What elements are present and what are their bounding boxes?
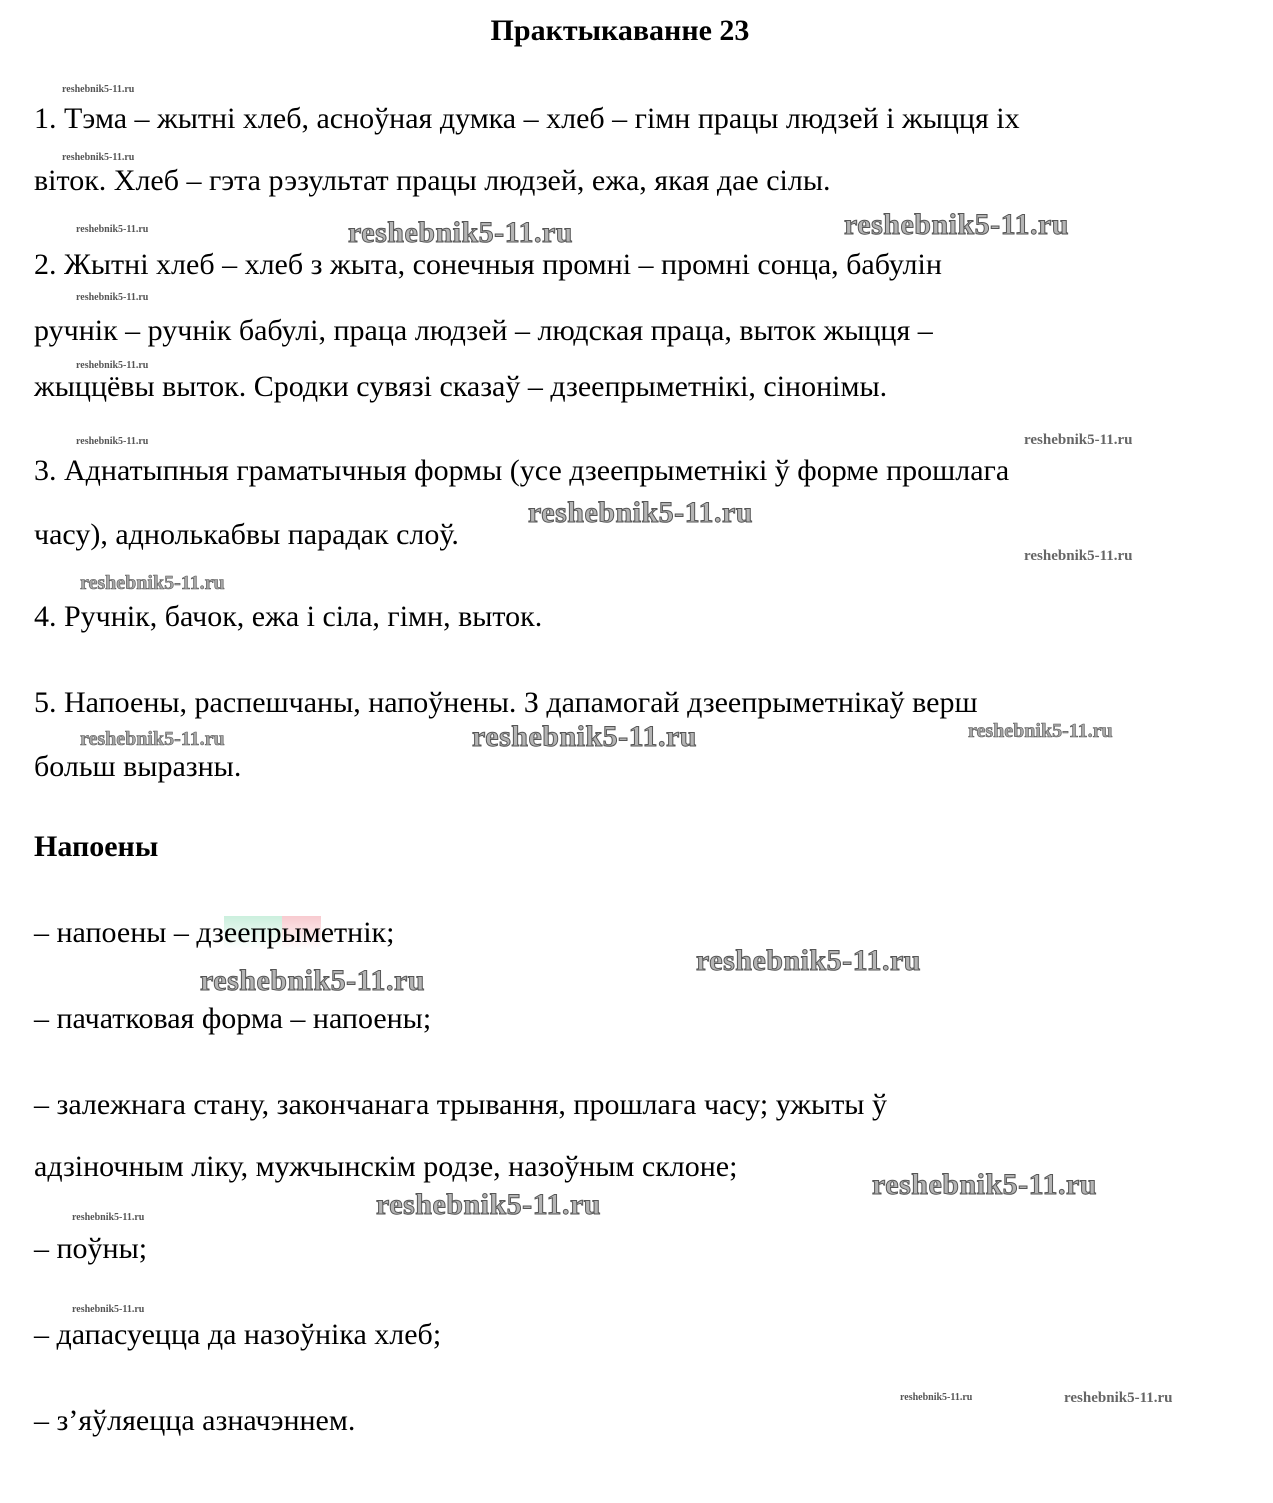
analysis-item: – поўны; [34, 1232, 148, 1265]
answer-line: 4. Ручнік, бачок, ежа і сіла, гімн, выток. [34, 600, 543, 633]
watermark-large: reshebnik5-11.ru [696, 944, 921, 977]
watermark-mid: reshebnik5-11.ru [968, 720, 1113, 742]
watermark-medium: reshebnik5-11.ru [1064, 1390, 1173, 1406]
answer-line: ручнік – ручнік бабулі, праца людзей – людская праца, выток жыцця – [34, 314, 933, 347]
watermark-small: reshebnik5-11.ru [900, 1392, 973, 1403]
answer-line: 2. Жытні хлеб – хлеб з жыта, сонечныя промні – промні сонца, бабулін [34, 248, 942, 281]
answer-line: віток. Хлеб – гэта рэзультат працы людзей, ежа, якая дае сілы. [34, 164, 831, 197]
watermark-large: reshebnik5-11.ru [200, 964, 425, 997]
watermark-small: reshebnik5-11.ru [76, 360, 149, 371]
analysis-item: адзіночным ліку, мужчынскім родзе, назоўным склоне; [34, 1150, 738, 1183]
analysis-item: – залежнага стану, закончанага трывання, прошлага часу; ужыты ў [34, 1088, 887, 1121]
watermark-small: reshebnik5-11.ru [62, 152, 135, 163]
watermark-small: reshebnik5-11.ru [76, 436, 149, 447]
analysis-item-text: етнік; [320, 916, 395, 949]
answer-line: 1. Тэма – жытні хлеб, асноўная думка – хлеб – гімн працы людзей і жыцця іх [34, 102, 1020, 135]
highlight-red: ым [281, 916, 321, 949]
watermark-medium: reshebnik5-11.ru [1024, 432, 1133, 448]
watermark-medium: reshebnik5-11.ru [1024, 548, 1133, 564]
analysis-item: – пачатковая форма – напоены; [34, 1002, 432, 1035]
watermark-mid: reshebnik5-11.ru [80, 572, 225, 594]
watermark-small: reshebnik5-11.ru [62, 84, 135, 95]
highlight-green: еепр [223, 916, 282, 949]
watermark-large: reshebnik5-11.ru [348, 216, 573, 249]
watermark-small: reshebnik5-11.ru [76, 224, 149, 235]
watermark-large: reshebnik5-11.ru [472, 720, 697, 753]
answer-line: 5. Напоены, распешчаны, напоўнены. З дапамогай дзеепрыметнікаў верш [34, 686, 978, 719]
page-title: Практыкаванне 23 [490, 14, 750, 47]
answer-line: жыццёвы выток. Сродки сувязі сказаў – дзеепрыметнікі, сінонімы. [34, 370, 888, 403]
watermark-small: reshebnik5-11.ru [76, 292, 149, 303]
watermark-large: reshebnik5-11.ru [872, 1168, 1097, 1201]
answer-line: больш выразны. [34, 750, 242, 783]
watermark-small: reshebnik5-11.ru [72, 1212, 145, 1223]
analysis-item [34, 916, 394, 950]
watermark-mid: reshebnik5-11.ru [80, 728, 225, 750]
analysis-item-text: – напоены – дз [34, 916, 224, 949]
watermark-small: reshebnik5-11.ru [72, 1304, 145, 1315]
answer-line: 3. Аднатыпныя граматычныя формы (усе дзеепрыметнікі ў форме прошлага [34, 454, 1010, 487]
watermark-large: reshebnik5-11.ru [528, 496, 753, 529]
analysis-item: – з’яўляецца азначэннем. [34, 1404, 356, 1437]
answer-line: часу), аднолькабвы парадак слоў. [34, 518, 459, 551]
watermark-large: reshebnik5-11.ru [844, 208, 1069, 241]
watermark-large: reshebnik5-11.ru [376, 1188, 601, 1221]
analysis-item: – дапасуецца да назоўніка хлеб; [34, 1318, 442, 1351]
analysis-heading: Напоены [34, 830, 159, 863]
